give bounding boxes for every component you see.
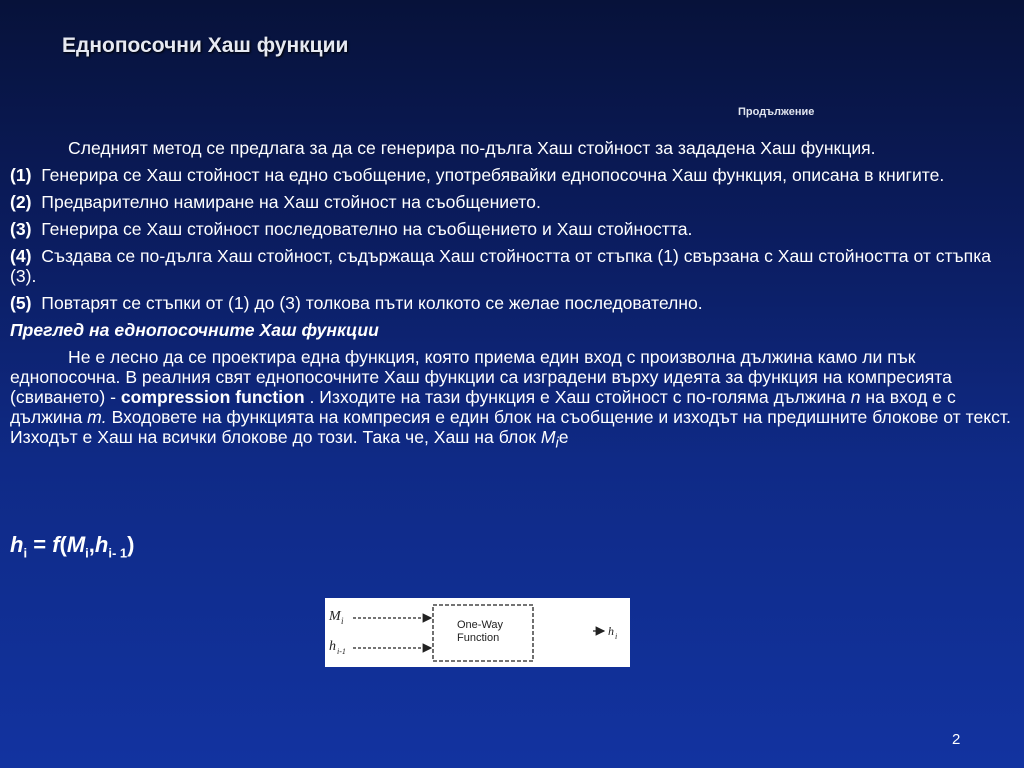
review-text-3: на вход е с дължина <box>10 387 956 427</box>
diagram-input-m-sub: i <box>341 616 344 626</box>
diagram-box-line2: Function <box>457 632 500 644</box>
var-n: n <box>850 387 861 407</box>
formula-close: ) <box>127 532 135 557</box>
step-number: (3) <box>10 219 32 239</box>
review-heading: Преглед на еднопосочните Хаш функции <box>10 320 379 340</box>
step-number: (2) <box>10 192 32 212</box>
diagram-input-h-sub: i-1 <box>337 647 346 656</box>
diagram-svg <box>325 598 630 667</box>
formula-open: ( <box>59 532 67 557</box>
diagram-output-h: h <box>608 624 614 638</box>
diagram-input-h: h <box>329 639 336 654</box>
step-text: Създава се по-дълга Хаш стойност, съдържаща Хаш стойността от стъпка (1) свързана с Хаш стойността от стъпка (3). <box>10 246 992 286</box>
formula-h: h <box>10 532 24 557</box>
formula-sub-prev: i- 1 <box>108 545 128 561</box>
var-M: M <box>540 427 556 447</box>
slide-subtitle: Продължение <box>738 106 815 118</box>
intro-text: Следният метод се предлага за да се генерира по-дълга Хаш стойност за зададена Хаш функция. <box>68 138 876 158</box>
step-1 <box>10 165 1014 185</box>
intro-paragraph <box>10 138 1014 158</box>
formula-M: M <box>66 532 86 557</box>
formula-comma: , <box>88 532 95 557</box>
formula-eq: = <box>33 532 47 557</box>
step-number: (4) <box>10 246 32 266</box>
formula-sub-i: i <box>23 545 28 561</box>
step-text: Генерира се Хаш стойност на едно съобщение, употребявайки еднопосочна Хаш функция, описана в книгите. <box>41 165 945 185</box>
compression-term: compression function <box>120 387 305 407</box>
formula-f: f <box>52 532 60 557</box>
slide-content <box>10 138 1014 461</box>
diagram-box-line1: One-Way <box>457 619 504 631</box>
review-text-2: . Изходите на тази функция е Хаш стойност с по-голяма дължина <box>309 387 846 407</box>
diagram-output-sub: i <box>615 632 618 641</box>
var-m: m. <box>87 407 107 427</box>
step-5 <box>10 293 1014 313</box>
step-number: (5) <box>10 293 32 313</box>
step-2 <box>10 192 1014 212</box>
step-text: Предварително намиране на Хаш стойност на съобщението. <box>41 192 541 212</box>
page-number: 2 <box>952 731 961 748</box>
formula-h2: h <box>94 532 109 557</box>
step-3 <box>10 219 1014 239</box>
step-text: Генерира се Хаш стойност последователно на съобщението и Хаш стойността. <box>41 219 693 239</box>
one-way-function-diagram <box>325 598 630 667</box>
review-text-4: Входовете на функцията на компресия е един блок на съобщение и изходът на предишните блокове от текст. Изходът е Хаш на всички блокове до този. Така че, Хаш на блок <box>10 407 1011 447</box>
slide-title: Еднопосочни Хаш функции <box>62 34 349 57</box>
step-number: (1) <box>10 165 32 185</box>
review-text-1: Не е лесно да се проектира една функция, която приема един вход с произволна дължина камо ли пък еднопосочна. В реалния свят еднопосочните Хаш функции са изградени върху идеята за функция на компресията (свиването) - <box>10 347 952 407</box>
step-4 <box>10 246 1014 286</box>
step-text: Повтарят се стъпки от (1) до (3) толкова пъти колкото се желае последователно. <box>41 293 703 313</box>
formula-sub-i2: i <box>85 545 89 561</box>
var-i: i <box>555 435 559 452</box>
review-paragraph <box>10 347 1014 454</box>
review-text-5: е <box>558 427 569 447</box>
diagram-input-m: M <box>329 609 341 624</box>
hash-formula <box>10 532 135 560</box>
